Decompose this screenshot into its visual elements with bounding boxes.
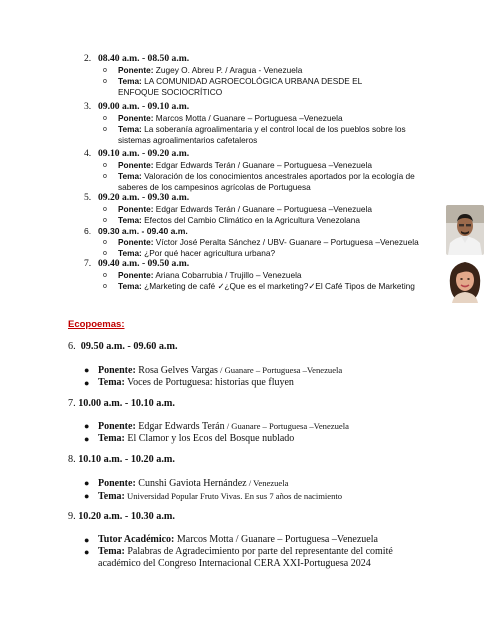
agenda-list <box>84 53 464 292</box>
speaker-photo-man <box>446 205 484 255</box>
ecopoema-details: ● Ponente: Rosa Gelves Vargas / Guanare – Portuguesa –Venezuela ● Tema: Voces de Portuguesa: historias que fluyen <box>84 365 343 388</box>
item-number: 5. <box>84 192 92 203</box>
ponente-name: Víctor José Peralta Sánchez / UBV- Guanare – Portuguesa –Venezuela <box>153 237 419 247</box>
ecopoema-details: ● Tutor Académico: Marcos Motta / Guanare – Portuguesa –Venezuela ● Tema: Palabras de Agradecimiento por parte del representante del comité académico del Congreso Internacional CERA XXI-Portuguesa 2024 <box>84 534 393 569</box>
ponente-label: Ponente: <box>98 478 136 489</box>
tema-label: Tema: <box>118 215 142 225</box>
tema-text: La soberanía agroalimentaria y el control local de los pueblos sobre los sistemas agroalimentarios cafetaleros <box>118 124 406 145</box>
tema-text: Universidad Popular Fruto Vivas. <box>124 491 243 501</box>
ponente-location: / Venezuela <box>246 478 289 488</box>
ecopoema-details: ● Ponente: Cunshi Gaviota Hernández / Venezuela ● Tema: Universidad Popular Fruto Vivas. En sus 7 años de nacimiento <box>84 478 343 502</box>
ponente-label: Ponente: <box>118 270 154 280</box>
item-number: 3. <box>84 101 92 112</box>
ecopoema-details: ● Ponente: Edgar Edwards Terán / Guanare – Portuguesa –Venezuela ● Tema: El Clamor y los Ecos del Bosque nublado <box>84 421 349 444</box>
item-time: 09.50 a.m. - 09.60 a.m. <box>80 341 178 352</box>
item-number: 6. <box>68 341 76 352</box>
tema-label: Tema: <box>118 124 142 134</box>
agenda-item: 3. 09.00 a.m. - 09.10 a.m. o Ponente: Marcos Motta / Guanare – Portuguesa –Venezuela o Tema: La soberanía agroalimentaria y el control local de los pueblos sobre los sistemas agroalimentarios cafetaleros <box>84 101 406 145</box>
tema-label: Tema: <box>98 491 125 502</box>
agenda-item: 6. 09.30 a.m. - 09.40 a.m. o Ponente: Víctor José Peralta Sánchez / UBV- Guanare – Portuguesa –Venezuela o Tema: ¿Por qué hacer agricultura urbana? <box>84 226 419 258</box>
ponente-name: Marcos Motta / Guanare – Portuguesa –Venezuela <box>153 113 343 123</box>
item-time: 09.40 a.m. - 09.50 a.m. <box>98 258 190 269</box>
item-time: 09.00 a.m. - 09.10 a.m. <box>98 101 190 112</box>
tema-text: ¿Marketing de café ✓¿Que es el marketing?✓El Café Tipos de Marketing <box>141 281 415 291</box>
agenda-item: 4. 09.10 a.m. - 09.20 a.m. o Ponente: Edgar Edwards Terán / Guanare – Portuguesa –Venezuela o Tema: Valoración de los conocimientos ancestrales aportados por la ecología de saberes de los campesinos agrícolas de Portuguesa <box>84 148 415 192</box>
tema-label: Tema: <box>98 377 125 388</box>
ponente-label: Ponente: <box>118 204 154 214</box>
item-time: 10.10 a.m. - 10.20 a.m. <box>78 454 175 465</box>
agenda-item: 5. 09.20 a.m. - 09.30 a.m. o Ponente: Edgar Edwards Terán / Guanare – Portuguesa –Venezuela o Tema: Efectos del Cambio Climático en la Agricultura Venezolana <box>84 192 372 225</box>
ponente-label: Ponente: <box>98 365 136 376</box>
item-number: 9. <box>68 511 76 522</box>
tema-label: Tema: <box>98 433 125 444</box>
item-number: 8. <box>68 454 76 465</box>
ponente-label: Ponente: <box>98 421 136 432</box>
tema-subtext: En sus 7 años de nacimiento <box>242 491 343 501</box>
item-number: 7. <box>68 398 76 409</box>
ponente-name: Zugey O. Abreu P. / Aragua - Venezuela <box>153 65 303 75</box>
ponente-label: Ponente: <box>118 160 154 170</box>
ponente-label: Ponente: <box>118 237 154 247</box>
ponente-location: / Guanare – Portuguesa –Venezuela <box>217 365 343 375</box>
speaker-photo-woman <box>444 255 486 303</box>
ponente-label: Ponente: <box>118 113 154 123</box>
tutor-name: Marcos Motta / Guanare – Portuguesa –Venezuela <box>174 534 378 545</box>
tutor-label: Tutor Académico: <box>98 534 175 545</box>
agenda-item: 7. 09.40 a.m. - 09.50 a.m. o Ponente: Ariana Cobarrubia / Trujillo – Venezuela o Tema: ¿Marketing de café ✓¿Que es el marketing?✓El Café Tipos de Marketing <box>84 258 415 291</box>
tema-label: Tema: <box>118 171 142 181</box>
item-time: 08.40 a.m. - 08.50 a.m. <box>98 53 190 64</box>
item-number: 6. <box>84 226 92 236</box>
tema-text: Palabras de Agradecimiento por parte del representante del comité académico del Congreso Internacional CERA XXI-Portuguesa 2024 <box>98 546 393 569</box>
ecopoemas-title: Ecopoemas: <box>68 319 125 330</box>
ponente-label: Ponente: <box>118 65 154 75</box>
ecopoema-heading <box>68 454 175 465</box>
tema-label: Tema: <box>98 546 125 557</box>
ponente-name: Cunshi Gaviota Hernández <box>135 478 247 489</box>
item-time: 09.20 a.m. - 09.30 a.m. <box>98 192 190 203</box>
ponente-name: Edgar Edwards Terán / Guanare – Portuguesa –Venezuela <box>153 160 372 170</box>
tema-text: Efectos del Cambio Climático en la Agricultura Venezolana <box>141 215 360 225</box>
tema-text: Valoración de los conocimientos ancestrales aportados por la ecología de saberes de los campesinos agrícolas de Portuguesa <box>118 171 415 192</box>
ponente-location: / Guanare – Portuguesa –Venezuela <box>224 421 349 431</box>
tema-text: ¿Por qué hacer agricultura urbana? <box>141 248 276 258</box>
item-time: 09.10 a.m. - 09.20 a.m. <box>98 148 190 159</box>
ponente-name: Edgar Edwards Terán / Guanare – Portuguesa –Venezuela <box>153 204 372 214</box>
tema-label: Tema: <box>118 281 142 291</box>
ponente-name: Rosa Gelves Vargas <box>135 365 218 376</box>
ponente-name: Ariana Cobarrubia / Trujillo – Venezuela <box>153 270 302 280</box>
item-time: 10.20 a.m. - 10.30 a.m. <box>78 511 175 522</box>
item-number: 7. <box>84 258 92 269</box>
item-time: 10.00 a.m. - 10.10 a.m. <box>78 398 175 409</box>
ecopoema-heading <box>68 398 175 409</box>
tema-text: Voces de Portuguesa: historias que fluyen <box>124 377 294 388</box>
ponente-name: Edgar Edwards Terán <box>135 421 225 432</box>
item-number: 4. <box>84 148 92 159</box>
tema-text: LA COMUNIDAD AGROECOLÓGICA URBANA DESDE EL ENFOQUE SOCIOCRÍTICO <box>118 76 362 97</box>
tema-label: Tema: <box>118 248 142 258</box>
ecopoema-heading <box>68 511 175 522</box>
ecopoema-heading <box>68 341 178 352</box>
item-number: 2. <box>84 53 92 64</box>
agenda-item: 2. 08.40 a.m. - 08.50 a.m. o Ponente: Zugey O. Abreu P. / Aragua - Venezuela o Tema: LA COMUNIDAD AGROECOLÓGICA URBANA DESDE EL ENFOQUE SOCIOCRÍTICO <box>84 53 362 97</box>
item-time: 09.30 a.m. - 09.40 a.m. <box>98 226 188 236</box>
tema-label: Tema: <box>118 76 142 86</box>
tema-text: El Clamor y los Ecos del Bosque nublado <box>124 433 295 444</box>
